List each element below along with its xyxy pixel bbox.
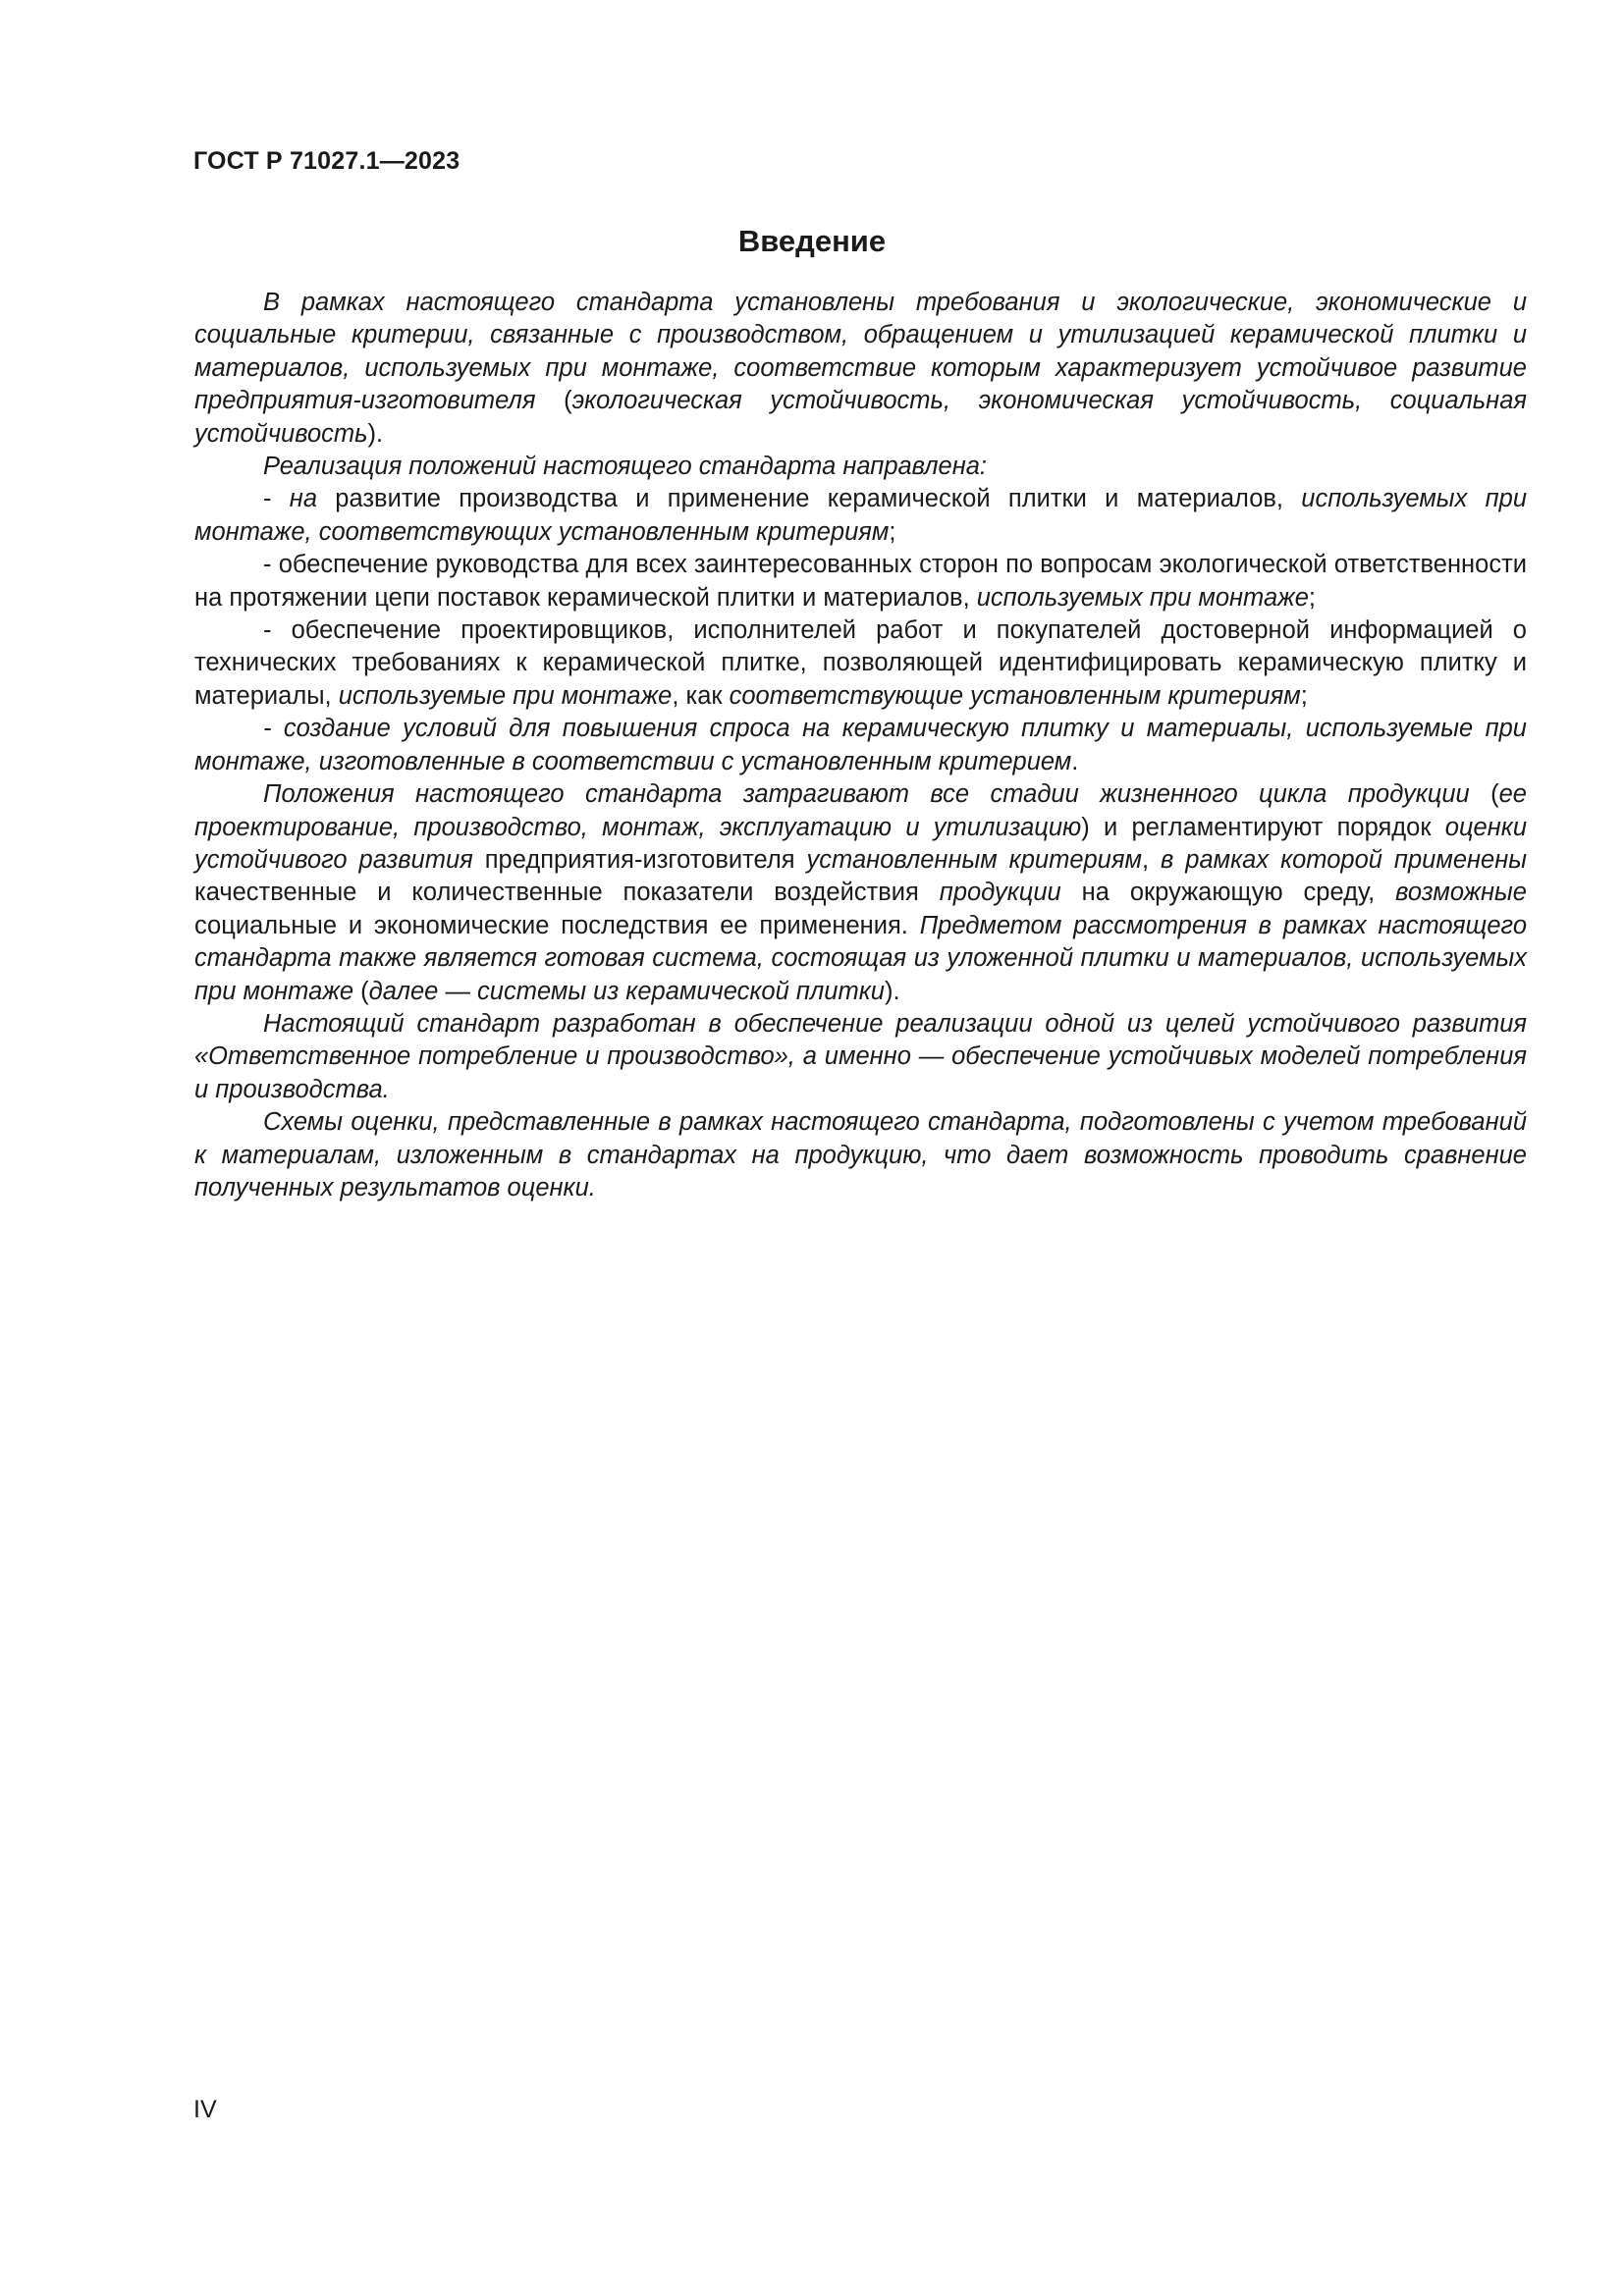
text-run: Реализация положений настоящего стандарта направлена: <box>263 453 988 481</box>
text-run: Настоящий стандарт разработан в обеспечение реализации одной из целей устойчивого развития «Ответственное потребление и производство», а именно — обеспечение устойчивых моделей потребления и производства. <box>194 1009 1527 1103</box>
text-run: экологическая устойчивость, экономическая устойчивость, социальная устойчивость <box>194 387 1528 448</box>
text-run: ( <box>1469 780 1499 809</box>
text-run: ее проектирование, производство, монтаж, эксплуатацию и утилизацию <box>194 780 1527 841</box>
text-run: продукции <box>939 879 1061 907</box>
text-run: ( <box>353 977 369 1005</box>
section-title: Введение <box>737 224 887 258</box>
text-run: - создание условий для повышения спроса на керамическую плитку и материалы, используемые при монтаже, изготовленные в соответствии с установленным критерием <box>194 715 1527 775</box>
paragraph-aims-lead <box>194 451 1527 483</box>
text-run: далее — системы из керамической плитки <box>368 977 885 1005</box>
text-run: - <box>263 485 290 513</box>
paragraph-assessment-schemes <box>194 1106 1527 1204</box>
text-run: ) и регламентируют порядок <box>1081 813 1445 841</box>
list-item-demand <box>194 713 1527 778</box>
list-item-development <box>194 483 1527 549</box>
text-run: используемых при монтаже, соответствующих установленным критериям <box>194 485 1527 546</box>
text-run: ). <box>367 419 384 448</box>
text-run: в рамках которой применены <box>1161 845 1528 874</box>
text-run: на <box>289 485 317 513</box>
list-item-guidance <box>194 549 1527 614</box>
text-run: оценки устойчивого развития <box>194 813 1527 874</box>
text-run: возможные <box>1395 879 1527 907</box>
text-run: - обеспечение руководства для всех заинтересованных сторон по вопросам экологической ответственности на протяжении цепи поставок керамической плитки и материалов, <box>194 551 1527 612</box>
page-number: IV <box>193 2096 217 2123</box>
text-run: соответствующие установленным критериям <box>729 681 1301 710</box>
text-run: Схемы оценки, представленные в рамках настоящего стандарта, подготовлены с учетом требований к материалам, изложенным в стандартах на продукцию, что дает возможность проводить сравнение полученных результатов оценки. <box>194 1108 1527 1201</box>
text-run: В рамках настоящего стандарта установлены требования и экологические, экономические и социальные критерии, связанные с производством, обращением и утилизацией керамической плитки и материалов, используемых при монтаже, соответствие которым характеризует устойчивое развитие предприятия-изготовителя <box>194 289 1527 415</box>
text-run: используемые при монтаже <box>338 681 673 710</box>
text-run: предприятия-изготовителя <box>472 845 807 874</box>
paragraph-scope <box>194 287 1527 451</box>
text-run: . <box>1071 747 1079 775</box>
document-code: ГОСТ Р 71027.1—2023 <box>193 147 460 175</box>
text-run: ( <box>535 387 572 415</box>
text-run: качественные и количественные показатели воздействия <box>194 879 940 907</box>
list-item-information <box>194 614 1527 713</box>
text-run: используемых при монтаже <box>976 583 1309 612</box>
text-run: Предметом рассмотрения в рамках настоящего стандарта также является готовая система, состоящая из уложенной плитки и материалов, используемых при монтаже <box>194 911 1527 1005</box>
text-run: ; <box>1300 681 1308 710</box>
text-run: , <box>1141 845 1162 874</box>
text-run: социальные и экономические последствия ее применения. <box>194 911 920 939</box>
paragraph-sustainable-goal <box>194 1008 1527 1106</box>
introduction-body <box>194 287 1527 1204</box>
paragraph-lifecycle <box>194 778 1527 1008</box>
text-run: ; <box>889 517 896 546</box>
text-run: Положения настоящего стандарта затрагивают все стадии жизненного цикла продукции <box>263 780 1470 809</box>
text-run: установленным критериям <box>806 845 1142 874</box>
text-run: на окружающую среду, <box>1060 879 1396 907</box>
text-run: развитие производства и применение керамической плитки и материалов, <box>317 485 1302 513</box>
text-run: ). <box>884 977 900 1005</box>
text-run: ; <box>1308 583 1316 612</box>
text-run: , как <box>672 681 730 710</box>
text-run: - обеспечение проектировщиков, исполнителей работ и покупателей достоверной информацией о технических требованиях к керамической плитке, позволяющей идентифицировать керамическую плитку и материалы, <box>194 616 1527 710</box>
